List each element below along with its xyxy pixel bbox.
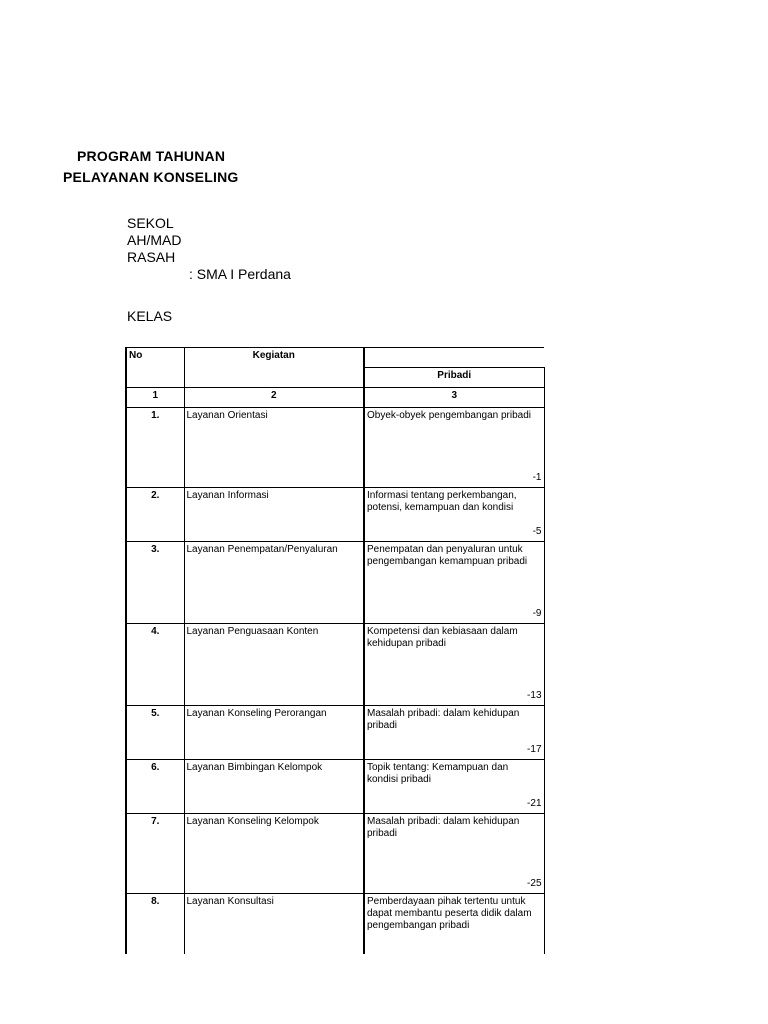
- row-pribadi: Kompetensi dan kebiasaan dalam kehidupan pribadi: [367, 626, 518, 649]
- table-header-row: [126, 348, 544, 368]
- row-kegiatan: Layanan Konseling Kelompok: [184, 814, 364, 894]
- row-kegiatan: Layanan Penguasaan Konten: [184, 624, 364, 706]
- row-number: 2.: [126, 488, 184, 542]
- table-row: [126, 814, 544, 894]
- table-row: [126, 542, 544, 624]
- row-pribadi-cell: [364, 706, 544, 760]
- row-number: 4.: [126, 624, 184, 706]
- table-row: [126, 408, 544, 488]
- school-label: SEKOLAH/MADRASAH: [127, 215, 182, 265]
- row-reference: -1: [532, 472, 542, 483]
- row-kegiatan: Layanan Penempatan/Penyaluran: [184, 542, 364, 624]
- row-kegiatan: Layanan Orientasi: [184, 408, 364, 488]
- header-kegiatan: Kegiatan: [184, 348, 364, 388]
- row-pribadi: Penempatan dan penyaluran untuk pengembangan kemampuan pribadi: [367, 544, 528, 567]
- row-reference: -21: [527, 798, 542, 809]
- row-number: 3.: [126, 542, 184, 624]
- document-title: PROGRAM TAHUNAN: [77, 148, 226, 164]
- program-table: [125, 347, 545, 954]
- row-reference: -9: [532, 608, 542, 619]
- row-number: 7.: [126, 814, 184, 894]
- table-row: [126, 488, 544, 542]
- table-row: [126, 894, 544, 954]
- document-subtitle: PELAYANAN KONSELING: [63, 169, 239, 185]
- row-pribadi-cell: [364, 894, 544, 954]
- row-number: 5.: [126, 706, 184, 760]
- row-reference: -25: [527, 878, 542, 889]
- table-row: [126, 760, 544, 814]
- row-pribadi: Topik tentang: Kemampuan dan kondisi pribadi: [367, 762, 509, 785]
- row-pribadi: Masalah pribadi: dalam kehidupan pribadi: [367, 708, 520, 731]
- row-pribadi-cell: [364, 814, 544, 894]
- row-reference: -13: [527, 690, 542, 701]
- row-pribadi-cell: [364, 408, 544, 488]
- row-kegiatan: Layanan Informasi: [184, 488, 364, 542]
- row-pribadi-cell: [364, 542, 544, 624]
- row-kegiatan: Layanan Konseling Perorangan: [184, 706, 364, 760]
- column-number: 2: [184, 388, 364, 408]
- row-pribadi: Obyek-obyek pengembangan pribadi: [367, 410, 531, 421]
- header-pribadi: Pribadi: [364, 368, 544, 388]
- row-pribadi-cell: [364, 488, 544, 542]
- column-number: 1: [126, 388, 184, 408]
- column-number: 3: [364, 388, 544, 408]
- row-pribadi: Masalah pribadi: dalam kehidupan pribadi: [367, 816, 520, 839]
- table-row: [126, 706, 544, 760]
- row-number: 6.: [126, 760, 184, 814]
- row-pribadi: Informasi tentang perkembangan, potensi, kemampuan dan kondisi: [367, 490, 517, 513]
- header-group-cell: [364, 348, 544, 368]
- row-pribadi-cell: [364, 760, 544, 814]
- row-number: 8.: [126, 894, 184, 954]
- row-reference: -5: [532, 526, 542, 537]
- row-kegiatan: Layanan Konsultasi: [184, 894, 364, 954]
- row-number: 1.: [126, 408, 184, 488]
- table-row: [126, 624, 544, 706]
- row-reference: -17: [527, 744, 542, 755]
- row-pribadi: Pemberdayaan pihak tertentu untuk dapat membantu peserta didik dalam pengembangan pribadi: [367, 896, 532, 931]
- kelas-label: KELAS: [127, 308, 173, 324]
- header-no: No: [126, 348, 184, 388]
- row-pribadi-cell: [364, 624, 544, 706]
- column-number-row: [126, 388, 544, 408]
- school-value: : SMA I Perdana: [189, 266, 291, 282]
- row-kegiatan: Layanan Bimbingan Kelompok: [184, 760, 364, 814]
